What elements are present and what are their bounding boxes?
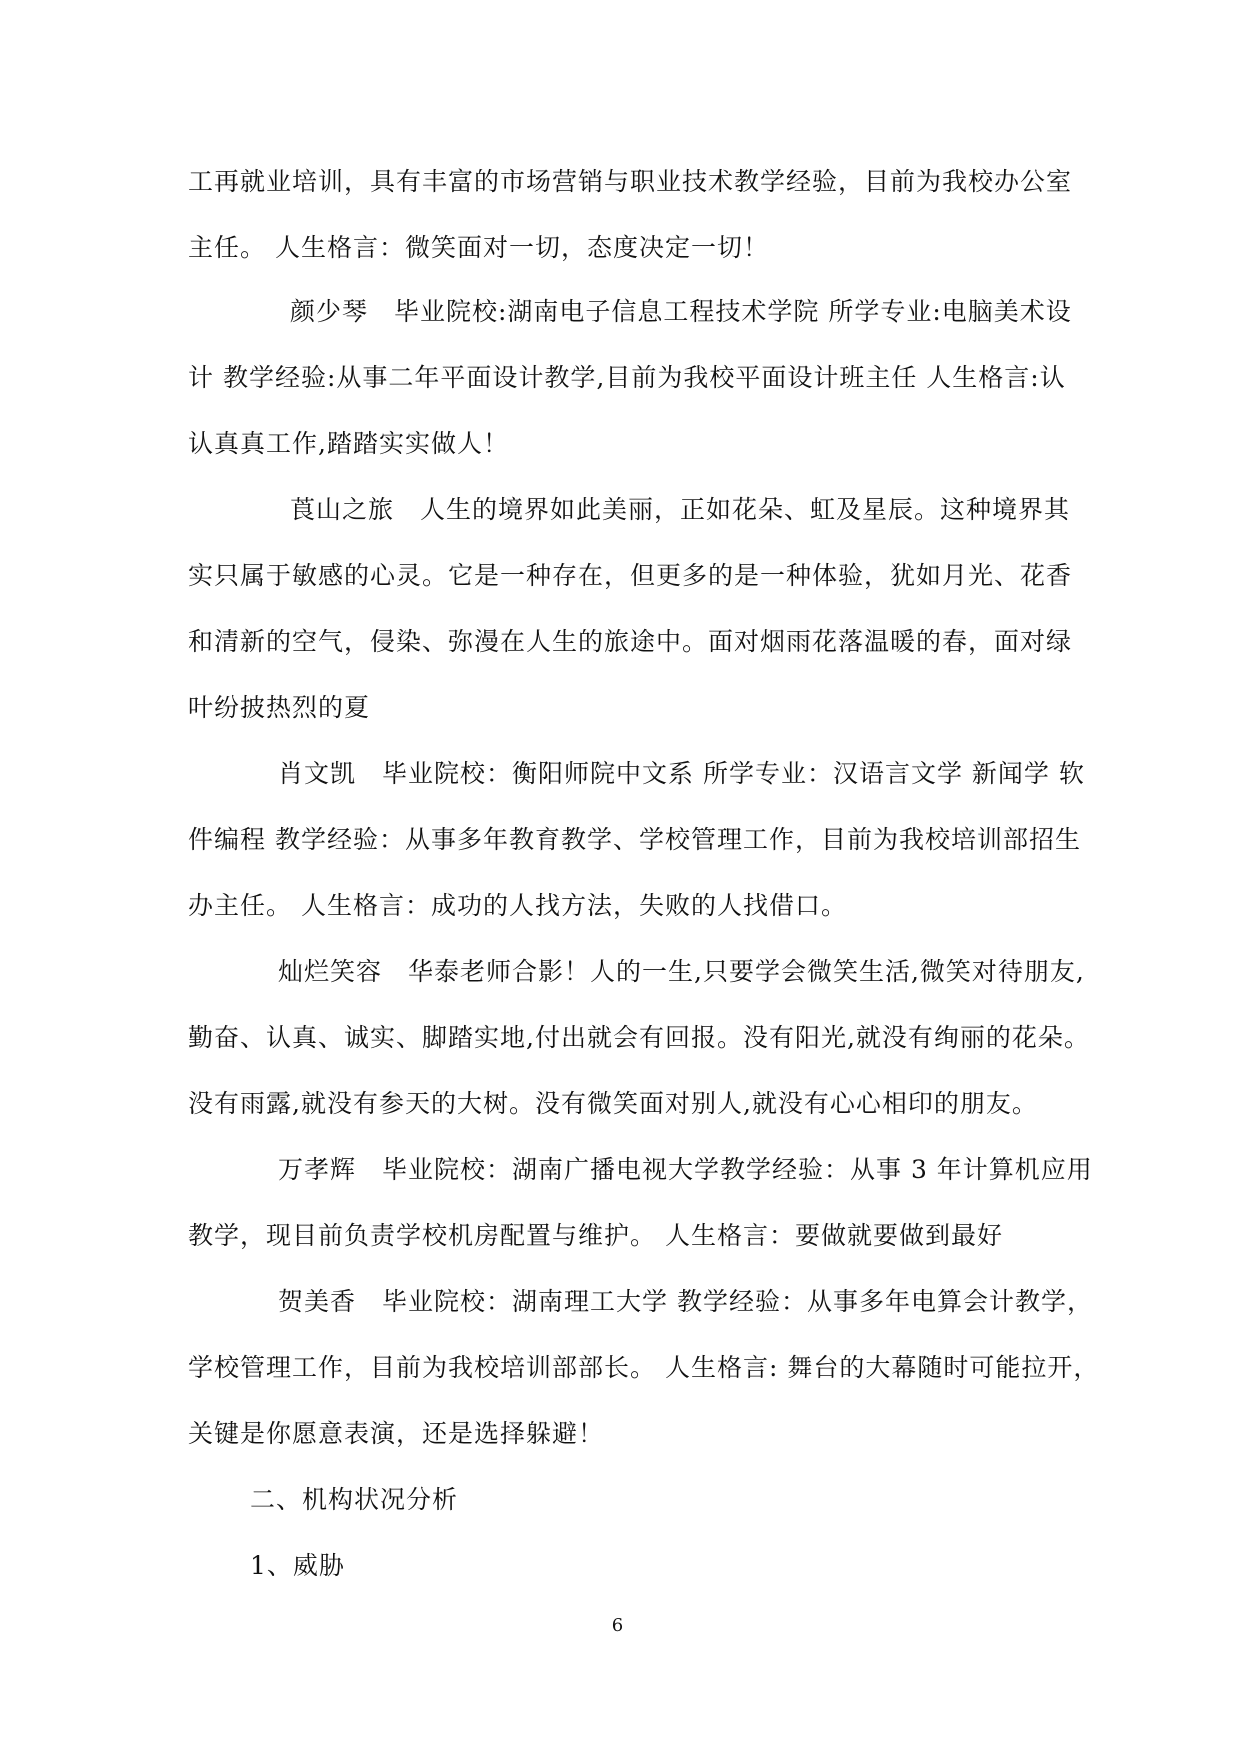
paragraph-line: 工再就业培训，具有丰富的市场营销与职业技术教学经验，目前为我校办公室 — [188, 167, 1073, 196]
paragraph-line: 灿烂笑容 华泰老师合影！人的一生,只要学会微笑生活,微笑对待朋友, — [278, 957, 1085, 986]
paragraph-line: 学校管理工作，目前为我校培训部部长。 人生格言: 舞台的大幕随时可能拉开， — [188, 1353, 1100, 1382]
paragraph-line: 勤奋、认真、诚实、脚踏实地,付出就会有回报。没有阳光,就没有绚丽的花朵。 — [188, 1023, 1090, 1052]
paragraph-line: 实只属于敏感的心灵。它是一种存在，但更多的是一种体验，犹如月光、花香 — [188, 561, 1073, 590]
paragraph-line: 万孝辉 毕业院校：湖南广播电视大学教学经验：从事 3 年计算机应用 — [278, 1155, 1093, 1184]
paragraph-line: 叶纷披热烈的夏 — [188, 693, 371, 722]
paragraph-line: 件编程 教学经验：从事多年教育教学、学校管理工作，目前为我校培训部招生 — [188, 825, 1081, 854]
paragraph-line: 教学，现目前负责学校机房配置与维护。 人生格言：要做就要做到最好 — [188, 1221, 1003, 1250]
subsection-heading: 1、威胁 — [250, 1551, 345, 1580]
paragraph-line: 和清新的空气，侵染、弥漫在人生的旅途中。面对烟雨花落温暖的春，面对绿 — [188, 627, 1073, 656]
paragraph-line: 没有雨露,就没有参天的大树。没有微笑面对别人,就没有心心相印的朋友。 — [188, 1089, 1038, 1118]
paragraph-line: 关键是你愿意表演，还是选择躲避！ — [188, 1419, 605, 1448]
paragraph-line: 贺美香 毕业院校：湖南理工大学 教学经验：从事多年电算会计教学， — [278, 1287, 1093, 1316]
paragraph-line: 莨山之旅 人生的境界如此美丽，正如花朵、虹及星辰。这种境界其 — [290, 495, 1071, 524]
paragraph-line: 颜少琴 毕业院校:湖南电子信息工程技术学院 所学专业:电脑美术设 — [290, 297, 1072, 326]
paragraph-line: 办主任。 人生格言：成功的人找方法，失败的人找借口。 — [188, 891, 847, 920]
page-number: 6 — [611, 1615, 624, 1636]
section-heading: 二、机构状况分析 — [250, 1485, 459, 1514]
paragraph-line: 肖文凯 毕业院校：衡阳师院中文系 所学专业：汉语言文学 新闻学 软 — [278, 759, 1085, 788]
paragraph-line: 主任。 人生格言：微笑面对一切，态度决定一切！ — [188, 233, 769, 262]
paragraph-line: 认真真工作,踏踏实实做人！ — [188, 429, 509, 458]
paragraph-line: 计 教学经验:从事二年平面设计教学,目前为我校平面设计班主任 人生格言:认 — [188, 363, 1066, 392]
